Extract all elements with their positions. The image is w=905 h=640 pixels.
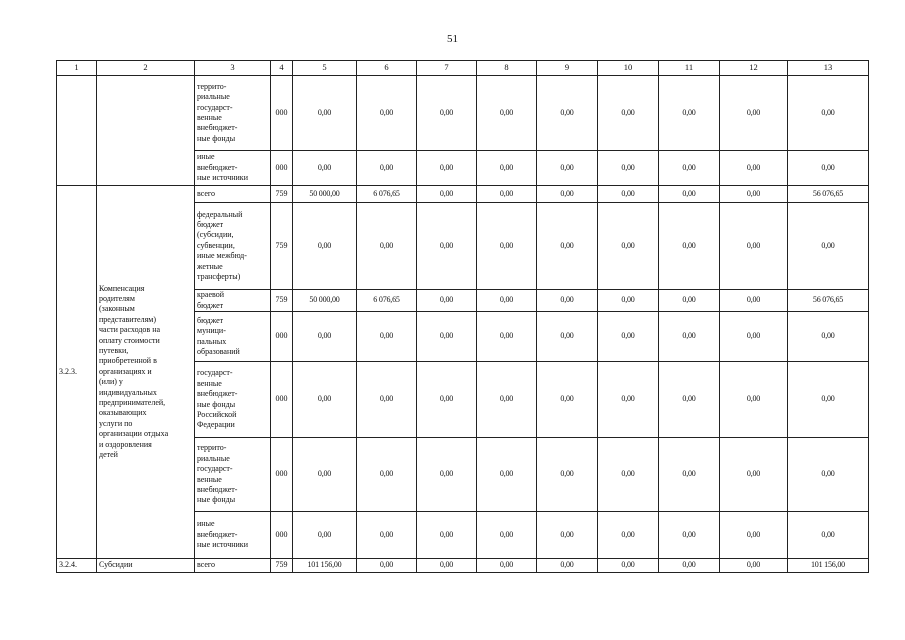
amount-cell: 0,00 <box>477 559 537 573</box>
amount-cell: 0,00 <box>788 312 869 362</box>
amount-cell: 0,00 <box>537 438 598 512</box>
amount-cell: 0,00 <box>659 151 720 186</box>
amount-cell: 0,00 <box>417 512 477 559</box>
amount-cell: 0,00 <box>477 362 537 438</box>
amount-cell: 0,00 <box>537 186 598 203</box>
row-number-cell: 3.2.3. <box>57 186 97 559</box>
amount-cell: 50 000,00 <box>293 290 357 312</box>
amount-cell: 0,00 <box>537 203 598 290</box>
row-number-cell <box>57 76 97 186</box>
amount-cell: 0,00 <box>417 362 477 438</box>
amount-cell: 0,00 <box>417 312 477 362</box>
budget-table <box>56 60 869 573</box>
funding-source-cell: всего <box>195 186 271 203</box>
amount-cell: 0,00 <box>417 203 477 290</box>
amount-cell: 0,00 <box>659 559 720 573</box>
amount-cell: 0,00 <box>477 76 537 151</box>
header-cell: 11 <box>659 61 720 76</box>
amount-cell: 0,00 <box>659 438 720 512</box>
amount-cell: 0,00 <box>477 290 537 312</box>
amount-cell: 0,00 <box>720 186 788 203</box>
funding-source-cell: иные внебюджет- ные источники <box>195 512 271 559</box>
amount-cell: 0,00 <box>477 438 537 512</box>
code-cell: 000 <box>271 76 293 151</box>
amount-cell: 0,00 <box>659 203 720 290</box>
table-row <box>57 559 869 573</box>
amount-cell: 0,00 <box>788 151 869 186</box>
code-cell: 000 <box>271 362 293 438</box>
amount-cell: 56 076,65 <box>788 290 869 312</box>
amount-cell: 0,00 <box>720 76 788 151</box>
amount-cell: 0,00 <box>659 362 720 438</box>
funding-source-cell: террито- риальные государст- венные внебюджет- ные фонды <box>195 438 271 512</box>
amount-cell: 0,00 <box>477 203 537 290</box>
code-cell: 000 <box>271 151 293 186</box>
header-cell: 9 <box>537 61 598 76</box>
code-cell: 759 <box>271 186 293 203</box>
amount-cell: 0,00 <box>417 151 477 186</box>
amount-cell: 0,00 <box>357 151 417 186</box>
amount-cell: 0,00 <box>293 151 357 186</box>
code-cell: 759 <box>271 203 293 290</box>
row-number-cell: 3.2.4. <box>57 559 97 573</box>
amount-cell: 0,00 <box>293 203 357 290</box>
amount-cell: 0,00 <box>598 76 659 151</box>
amount-cell: 0,00 <box>293 362 357 438</box>
amount-cell: 0,00 <box>659 76 720 151</box>
code-cell: 000 <box>271 312 293 362</box>
amount-cell: 0,00 <box>537 559 598 573</box>
amount-cell: 0,00 <box>659 186 720 203</box>
header-row <box>57 61 869 76</box>
header-cell: 3 <box>195 61 271 76</box>
table-row <box>57 76 869 151</box>
table-row <box>57 186 869 203</box>
item-name-cell: Компенсация родителям (законным представителям) части расходов на оплату стоимости путевки, приобретенной в организациях и (или) у индивидуальных предпринимателей, оказывающих услуги по организации отдыха и оздоровления детей <box>97 186 195 559</box>
amount-cell: 0,00 <box>417 76 477 151</box>
amount-cell: 101 156,00 <box>788 559 869 573</box>
amount-cell: 0,00 <box>537 362 598 438</box>
funding-source-cell: государст- венные внебюджет- ные фонды Российской Федерации <box>195 362 271 438</box>
amount-cell: 0,00 <box>788 512 869 559</box>
amount-cell: 0,00 <box>720 512 788 559</box>
funding-source-cell: краевой бюджет <box>195 290 271 312</box>
amount-cell: 0,00 <box>788 76 869 151</box>
amount-cell: 0,00 <box>357 203 417 290</box>
header-cell: 7 <box>417 61 477 76</box>
amount-cell: 0,00 <box>293 512 357 559</box>
item-name-cell <box>97 76 195 186</box>
header-cell: 2 <box>97 61 195 76</box>
amount-cell: 0,00 <box>417 290 477 312</box>
item-name-cell: Субсидии <box>97 559 195 573</box>
funding-source-cell: всего <box>195 559 271 573</box>
amount-cell: 0,00 <box>720 151 788 186</box>
amount-cell: 0,00 <box>537 76 598 151</box>
amount-cell: 0,00 <box>357 312 417 362</box>
amount-cell: 0,00 <box>659 312 720 362</box>
amount-cell: 101 156,00 <box>293 559 357 573</box>
amount-cell: 0,00 <box>477 512 537 559</box>
amount-cell: 0,00 <box>477 151 537 186</box>
amount-cell: 0,00 <box>357 76 417 151</box>
amount-cell: 0,00 <box>417 438 477 512</box>
header-cell: 12 <box>720 61 788 76</box>
amount-cell: 50 000,00 <box>293 186 357 203</box>
page-number: 51 <box>447 33 458 45</box>
amount-cell: 0,00 <box>537 151 598 186</box>
amount-cell: 0,00 <box>720 203 788 290</box>
amount-cell: 0,00 <box>720 290 788 312</box>
amount-cell: 0,00 <box>537 290 598 312</box>
amount-cell: 0,00 <box>788 438 869 512</box>
code-cell: 000 <box>271 438 293 512</box>
code-cell: 759 <box>271 559 293 573</box>
funding-source-cell: иные внебюджет- ные источники <box>195 151 271 186</box>
amount-cell: 56 076,65 <box>788 186 869 203</box>
amount-cell: 0,00 <box>537 312 598 362</box>
amount-cell: 0,00 <box>477 312 537 362</box>
amount-cell: 0,00 <box>598 438 659 512</box>
funding-source-cell: террито- риальные государст- венные внебюджет- ные фонды <box>195 76 271 151</box>
amount-cell: 0,00 <box>417 186 477 203</box>
amount-cell: 0,00 <box>417 559 477 573</box>
amount-cell: 0,00 <box>598 290 659 312</box>
funding-source-cell: федеральный бюджет (субсидии, субвенции, иные межбюд- жетные трансферты) <box>195 203 271 290</box>
amount-cell: 0,00 <box>598 312 659 362</box>
amount-cell: 0,00 <box>357 559 417 573</box>
amount-cell: 0,00 <box>293 438 357 512</box>
amount-cell: 0,00 <box>537 512 598 559</box>
amount-cell: 0,00 <box>293 76 357 151</box>
amount-cell: 0,00 <box>293 312 357 362</box>
amount-cell: 0,00 <box>659 290 720 312</box>
amount-cell: 0,00 <box>357 512 417 559</box>
amount-cell: 0,00 <box>598 186 659 203</box>
header-cell: 4 <box>271 61 293 76</box>
amount-cell: 0,00 <box>477 186 537 203</box>
code-cell: 759 <box>271 290 293 312</box>
amount-cell: 0,00 <box>720 559 788 573</box>
amount-cell: 0,00 <box>788 203 869 290</box>
amount-cell: 0,00 <box>598 362 659 438</box>
amount-cell: 0,00 <box>720 438 788 512</box>
header-cell: 10 <box>598 61 659 76</box>
amount-cell: 6 076,65 <box>357 186 417 203</box>
amount-cell: 0,00 <box>788 362 869 438</box>
amount-cell: 0,00 <box>720 362 788 438</box>
code-cell: 000 <box>271 512 293 559</box>
header-cell: 5 <box>293 61 357 76</box>
amount-cell: 0,00 <box>659 512 720 559</box>
amount-cell: 0,00 <box>598 512 659 559</box>
header-cell: 13 <box>788 61 869 76</box>
amount-cell: 6 076,65 <box>357 290 417 312</box>
amount-cell: 0,00 <box>598 559 659 573</box>
amount-cell: 0,00 <box>357 362 417 438</box>
header-cell: 1 <box>57 61 97 76</box>
amount-cell: 0,00 <box>720 312 788 362</box>
amount-cell: 0,00 <box>357 438 417 512</box>
funding-source-cell: бюджет муници- пальных образований <box>195 312 271 362</box>
header-cell: 6 <box>357 61 417 76</box>
amount-cell: 0,00 <box>598 203 659 290</box>
amount-cell: 0,00 <box>598 151 659 186</box>
header-cell: 8 <box>477 61 537 76</box>
